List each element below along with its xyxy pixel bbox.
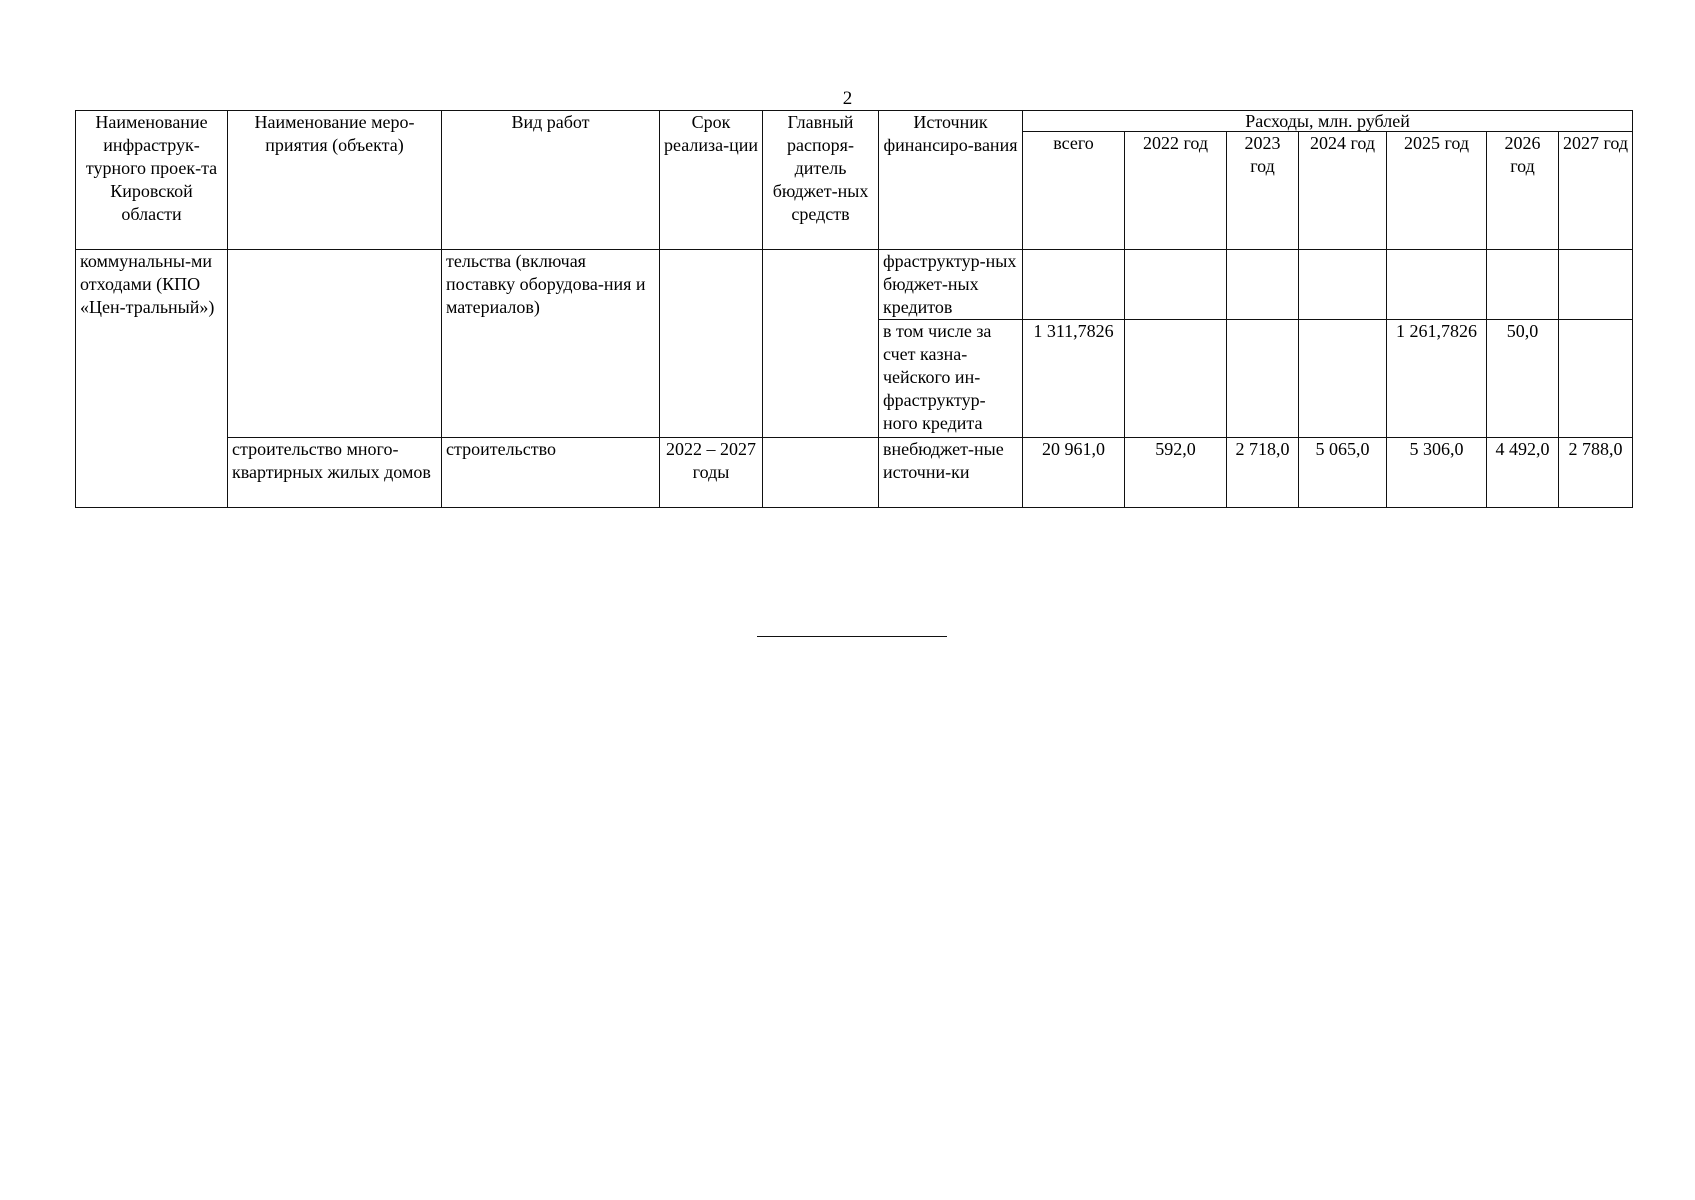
header-total: всего: [1023, 132, 1125, 250]
cell-2024: [1299, 320, 1387, 438]
cell-work-type: тельства (включая поставку оборудова-ния и материалов): [442, 250, 660, 438]
cell-2025: 5 306,0: [1387, 438, 1487, 508]
header-term: Срок реализа-ции: [660, 111, 763, 250]
table-row: [76, 250, 1633, 320]
header-row-1: [76, 111, 1633, 132]
cell-manager: [763, 250, 879, 438]
cell-total: [1023, 250, 1125, 320]
cell-2024: 5 065,0: [1299, 438, 1387, 508]
header-work-type: Вид работ: [442, 111, 660, 250]
cell-2025: 1 261,7826: [1387, 320, 1487, 438]
cell-term: [660, 250, 763, 438]
budget-table: [75, 110, 1633, 508]
cell-2022: [1125, 250, 1227, 320]
cell-source: внебюджет-ные источни-ки: [879, 438, 1023, 508]
cell-2023: [1227, 320, 1299, 438]
cell-event: [228, 250, 442, 438]
cell-2023: 2 718,0: [1227, 438, 1299, 508]
cell-2027: [1559, 250, 1633, 320]
cell-2025: [1387, 250, 1487, 320]
cell-2026: 4 492,0: [1487, 438, 1559, 508]
cell-project: коммунальны-ми отходами (КПО «Цен-тральный»): [76, 250, 228, 508]
header-manager: Главный распоря-дитель бюджет-ных средств: [763, 111, 879, 250]
cell-source: в том числе за счет казна-чейского ин-фраструктур-ного кредита: [879, 320, 1023, 438]
header-2027: 2027 год: [1559, 132, 1633, 250]
header-2025: 2025 год: [1387, 132, 1487, 250]
header-event: Наименование меро-приятия (объекта): [228, 111, 442, 250]
cell-2022: [1125, 320, 1227, 438]
header-expenses: Расходы, млн. рублей: [1023, 111, 1633, 132]
cell-event: строительство много-квартирных жилых домов: [228, 438, 442, 508]
cell-2026: 50,0: [1487, 320, 1559, 438]
page-number: 2: [842, 88, 853, 109]
cell-2023: [1227, 250, 1299, 320]
cell-2022: 592,0: [1125, 438, 1227, 508]
cell-term: 2022 – 2027 годы: [660, 438, 763, 508]
end-divider: [757, 636, 947, 637]
header-project: Наименование инфраструк-турного проек-та Кировской области: [76, 111, 228, 250]
cell-manager: [763, 438, 879, 508]
cell-2024: [1299, 250, 1387, 320]
header-2023: 2023 год: [1227, 132, 1299, 250]
cell-work-type: строительство: [442, 438, 660, 508]
cell-source: фраструктур-ных бюджет-ных кредитов: [879, 250, 1023, 320]
cell-total: 20 961,0: [1023, 438, 1125, 508]
table-row: [76, 438, 1633, 508]
cell-2027: 2 788,0: [1559, 438, 1633, 508]
cell-2026: [1487, 250, 1559, 320]
header-source: Источник финансиро-вания: [879, 111, 1023, 250]
cell-2027: [1559, 320, 1633, 438]
header-2026: 2026 год: [1487, 132, 1559, 250]
cell-total: 1 311,7826: [1023, 320, 1125, 438]
header-2022: 2022 год: [1125, 132, 1227, 250]
header-2024: 2024 год: [1299, 132, 1387, 250]
